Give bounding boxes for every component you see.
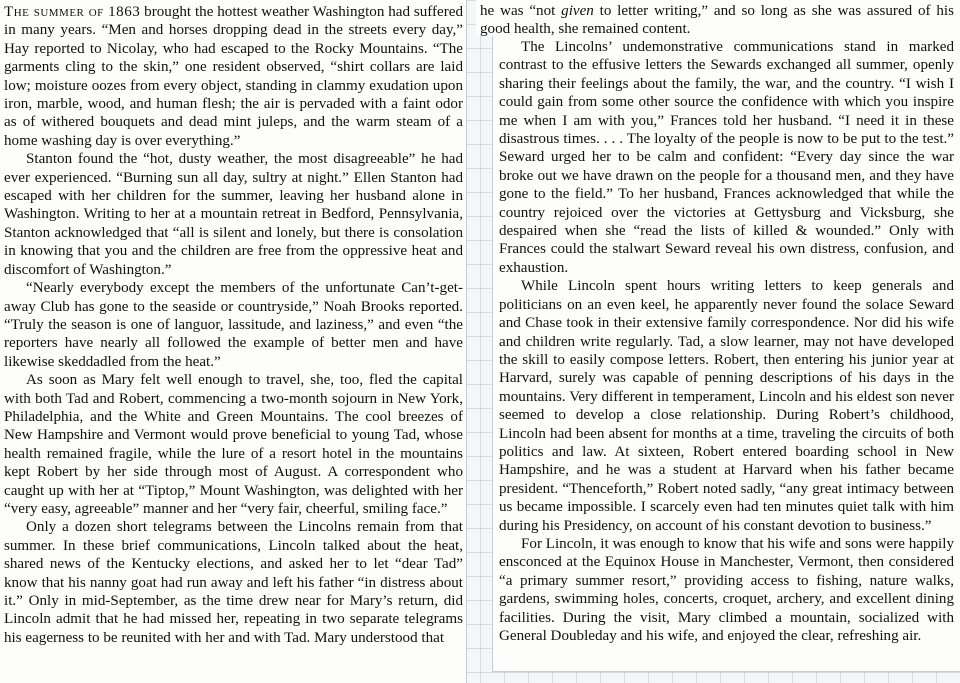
paragraph bbox=[480, 2, 954, 36]
left-page-clipping bbox=[0, 0, 467, 683]
paragraph-text: he was “not bbox=[480, 3, 562, 19]
paragraph: The Lincolns’ undemonstrative communications stand in marked contrast to the effusive letters the Sewards exchanged all summer, openly sharing their feelings about the family, the war, and the country. “I wish I could gain from some other source the confidence with which you inspire me when I am with you,” Frances told her husband. “I need it in these disastrous times. . . . The loyalty of the people is now to be put to the test.” Seward urged her to be calm and confident: “Every day since the war broke out we have drawn on the people for a thousand men, and they have gone to the field.” To her husband, Frances acknowledged that while the country rejoiced over the victories at Gettysburg and Vicksburg, she despaired when she “read the lists of killed & wounded.” Only with Frances could the stalwart Seward reveal his own distress, confusion, and exhaustion. bbox=[499, 39, 954, 276]
paragraph: While Lincoln spent hours writing letters to keep generals and politicians on an even keel, he apparently never found the solace Seward and Chase took in their extensive family correspondence. Nor did his wife and children write regularly. Tad, a slow learner, may not have developed the skill to easily compose letters. Robert, then entering his junior year at Harvard, surely was capable of penning descriptions of his days in the mountains. Very different in temperament, Lincoln and his eldest son never seemed to develop a close relationship. During Robert’s childhood, Lincoln had been absent for months at a time, traveling the circuits of both politics and law. At sixteen, Robert entered boarding school in New Hampshire, and he was a student at Harvard when his father became president. “Thenceforth,” Robert noted sadly, “any great intimacy between us became impossible. I scarcely even had ten minutes quiet talk with him during his Presidency, on account of his constant devotion to business.” bbox=[499, 278, 954, 534]
paragraph-text: brought the hottest weather Washington had suffered in many years. “Men and horses dropping dead in the streets every day,” Hay reported to Nicolay, who had escaped to the Rocky Mountains. “The garments cling to the skin,” one resident observed, “shirt collars are laid low; moisture oozes from every object, standing in clammy exudation upon iron, marble, wood, and human flesh; the air is pervaded with a faint odor as of withered bouquets and dead mint juleps, and the warm steam of a home washing day is over everything.” bbox=[4, 4, 463, 149]
paragraph-text: to letter writing,” and so long as she was assured of his good health, she remained content. bbox=[480, 3, 954, 36]
right-page-clipping bbox=[492, 36, 960, 672]
paragraph: For Lincoln, it was enough to know that his wife and sons were happily ensconced at the Equinox House in Manchester, Vermont, then considered “a primary summer resort,” providing access to fishing, nature walks, gardens, swimming holes, concerts, croquet, archery, and excellent dining facilities. During the visit, Mary climbed a mountain, socialized with General Doubleday and his wife, and enjoyed the clear, refreshing air. bbox=[499, 535, 954, 644]
paragraph: Only a dozen short telegrams between the Lincolns remain from that summer. In these brief communications, Lincoln talked about the heat, shared news of the Kentucky elections, and asked her to let “dear Tad” know that his nanny goat had run away and left his father “in distress about it.” Only in mid-September, as the time drew near for Mary’s return, did Lincoln admit that he had missed her, repeating in two separate telegrams his eagerness to be reunited with her and with Tad. Mary understood that bbox=[4, 519, 463, 646]
paragraph bbox=[4, 3, 463, 150]
opening-small-caps: The summer of 1863 bbox=[4, 4, 141, 20]
emphasis-text: given bbox=[561, 3, 594, 19]
right-top-clipping bbox=[476, 0, 960, 36]
paragraph: Stanton found the “hot, dusty weather, the most disagreeable” he had ever experienced. “Burning sun all day, sultry at night.” Ellen Stanton had escaped with her children for the summer, leaving her husband alone in Washington. Writing to her at a mountain retreat in Bedford, Pennsylvania, Stanton acknowledged that “all is silent and lonely, but there is consolation in knowing that you and the children are free from the oppressive heat and discomfort of Washington.” bbox=[4, 151, 463, 278]
paragraph: “Nearly everybody except the members of the unfortunate Can’t-get-away Club has gone to the seaside or countryside,” Noah Brooks reported. “Truly the season is one of languor, lassitude, and laziness,” and even “the reporters have nearly all followed the example of better men and have likewise skeddadled from the heat.” bbox=[4, 280, 463, 370]
paragraph: As soon as Mary felt well enough to travel, she, too, fled the capital with both Tad and Robert, commencing a two-month sojourn in New York, Philadelphia, and the White and Green Mountains. The cool breezes of New Hampshire and Vermont would prove beneficial to young Tad, whose health remained fragile, while the lure of a resort hotel in the mountains kept Robert by her side through most of August. A correspondent who caught up with her at “Tiptop,” Mount Washington, was delighted with her “very easy, agreeable” manner and her “very fair, cheerful, smiling face.” bbox=[4, 372, 463, 517]
